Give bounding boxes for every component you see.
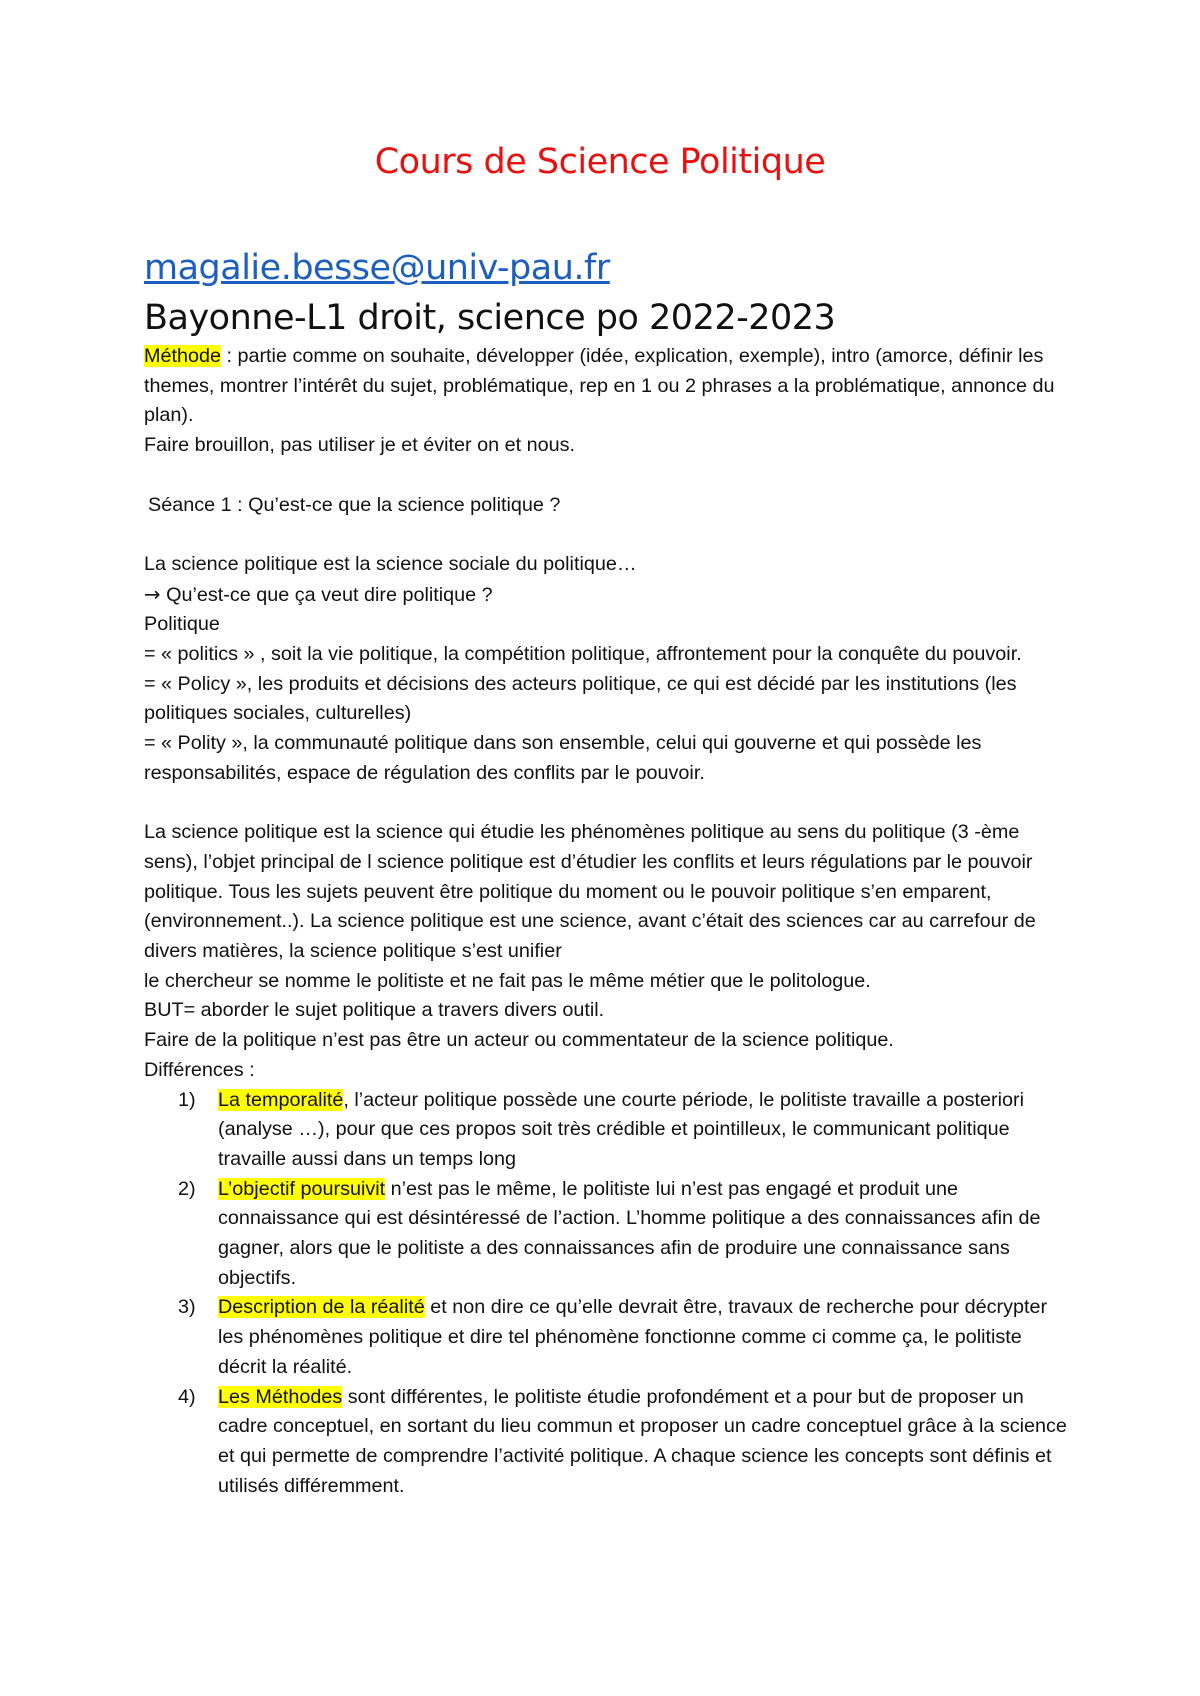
list-highlight: La temporalité [218,1088,344,1111]
list-highlight: Les Méthodes [218,1385,343,1408]
methode-paragraph [144,342,1074,431]
definition-politics: = « politics » , soit la vie politique, la compétition politique, affrontement pour la conquête du pouvoir. [144,643,1022,665]
document-body [144,342,1074,1501]
document-subtitle: Bayonne-L1 droit, science po 2022-2023 [144,298,836,338]
definition-policy: = « Policy », les produits et décisions des acteurs politique, ce qui est décidé par les institutions (les politiques sociales, culturelles) [144,672,1017,725]
list-highlight: Description de la réalité [218,1296,425,1319]
list-item [144,1086,1074,1175]
faire-line: Faire de la politique n’est pas être un acteur ou commentateur de la science politique. [144,1029,894,1052]
list-text: n’est pas le même, le politiste lui n’est pas engagé et produit une connaissance qui est désintéressé de l’action. L’homme politique a des connaissances afin de gagner, alors que le politiste a des connaissances afin de produire une connaissance sans objectifs. [218,1177,1041,1289]
arrow-text: Qu’est-ce que ça veut dire politique ? [160,583,493,606]
chercheur-line: le chercheur se nomme le politiste et ne fait pas le même métier que le politologue. [144,969,871,992]
list-item [144,1293,1074,1382]
differences-label: Différences : [144,1058,255,1081]
email-link[interactable]: magalie.besse@univ-pau.fr [144,248,610,288]
list-text: , l’acteur politique possède une courte période, le politiste travaille a posteriori (analyse …), pour que ces propos soit très crédible et pointilleux, le communicant politique travaille aussi dans un temps long [218,1088,1025,1170]
list-text: et non dire ce qu’elle devrait être, travaux de recherche pour décrypter les phénomènes politique et dire tel phénomène fonctionne comme ci comme ça, le politiste décrit la réalité. [218,1296,1048,1378]
intro-line: La science politique est la science sociale du politique… [144,552,637,575]
methode-text: : partie comme on souhaite, développer (idée, explication, exemple), intro (amorce, définir les themes, montrer l’intérêt du sujet, problématique, rep en 1 ou 2 phrases a la problématique, annonce du plan). [144,345,1055,427]
list-text: sont différentes, le politiste étudie profondément et a pour but de proposer un cadre conceptuel, en sortant du lieu commun et proposer un cadre conceptuel grâce à la science et qui permette de comprendre l’activité politique. A chaque science les concepts sont définis et utilisés différemment. [218,1385,1067,1497]
seance-heading: Séance 1 : Qu’est-ce que la science politique ? [148,493,561,516]
list-number: 3) [178,1296,196,1319]
arrow-line [144,580,1074,611]
definition-polity: = « Polity », la communauté politique dans son ensemble, celui qui gouverne et qui possède les responsabilités, espace de régulation des conflits par le pouvoir. [144,732,982,784]
arrow-icon: → [144,582,161,606]
list-number: 4) [178,1385,196,1408]
list-item [144,1383,1074,1502]
differences-list [144,1086,1074,1502]
but-line: BUT= aborder le sujet politique a travers divers outil. [144,999,605,1022]
list-highlight: L’objectif poursuivit [218,1177,386,1200]
list-number: 2) [178,1177,196,1200]
list-item [144,1175,1074,1294]
list-number: 1) [178,1088,196,1111]
paragraph-science-politique: La science politique est la science qui étudie les phénomènes politique au sens du politique (3 -ème sens), l’objet principal de l science politique est d’étudier les conflits et leurs régulations par le pouvoir politique. Tous les sujets peuvent être politique du moment ou le pouvoir politique s’en emparent, (environnement..). La science politique est une science, avant c’était des sciences car au carrefour de divers matières, la science politique s’est unifier [144,821,1036,963]
document-title: Cours de Science Politique [374,142,826,182]
methode-line2: Faire brouillon, pas utiliser je et éviter on et nous. [144,434,576,457]
politique-heading: Politique [144,613,220,636]
methode-label: Méthode [144,345,221,367]
